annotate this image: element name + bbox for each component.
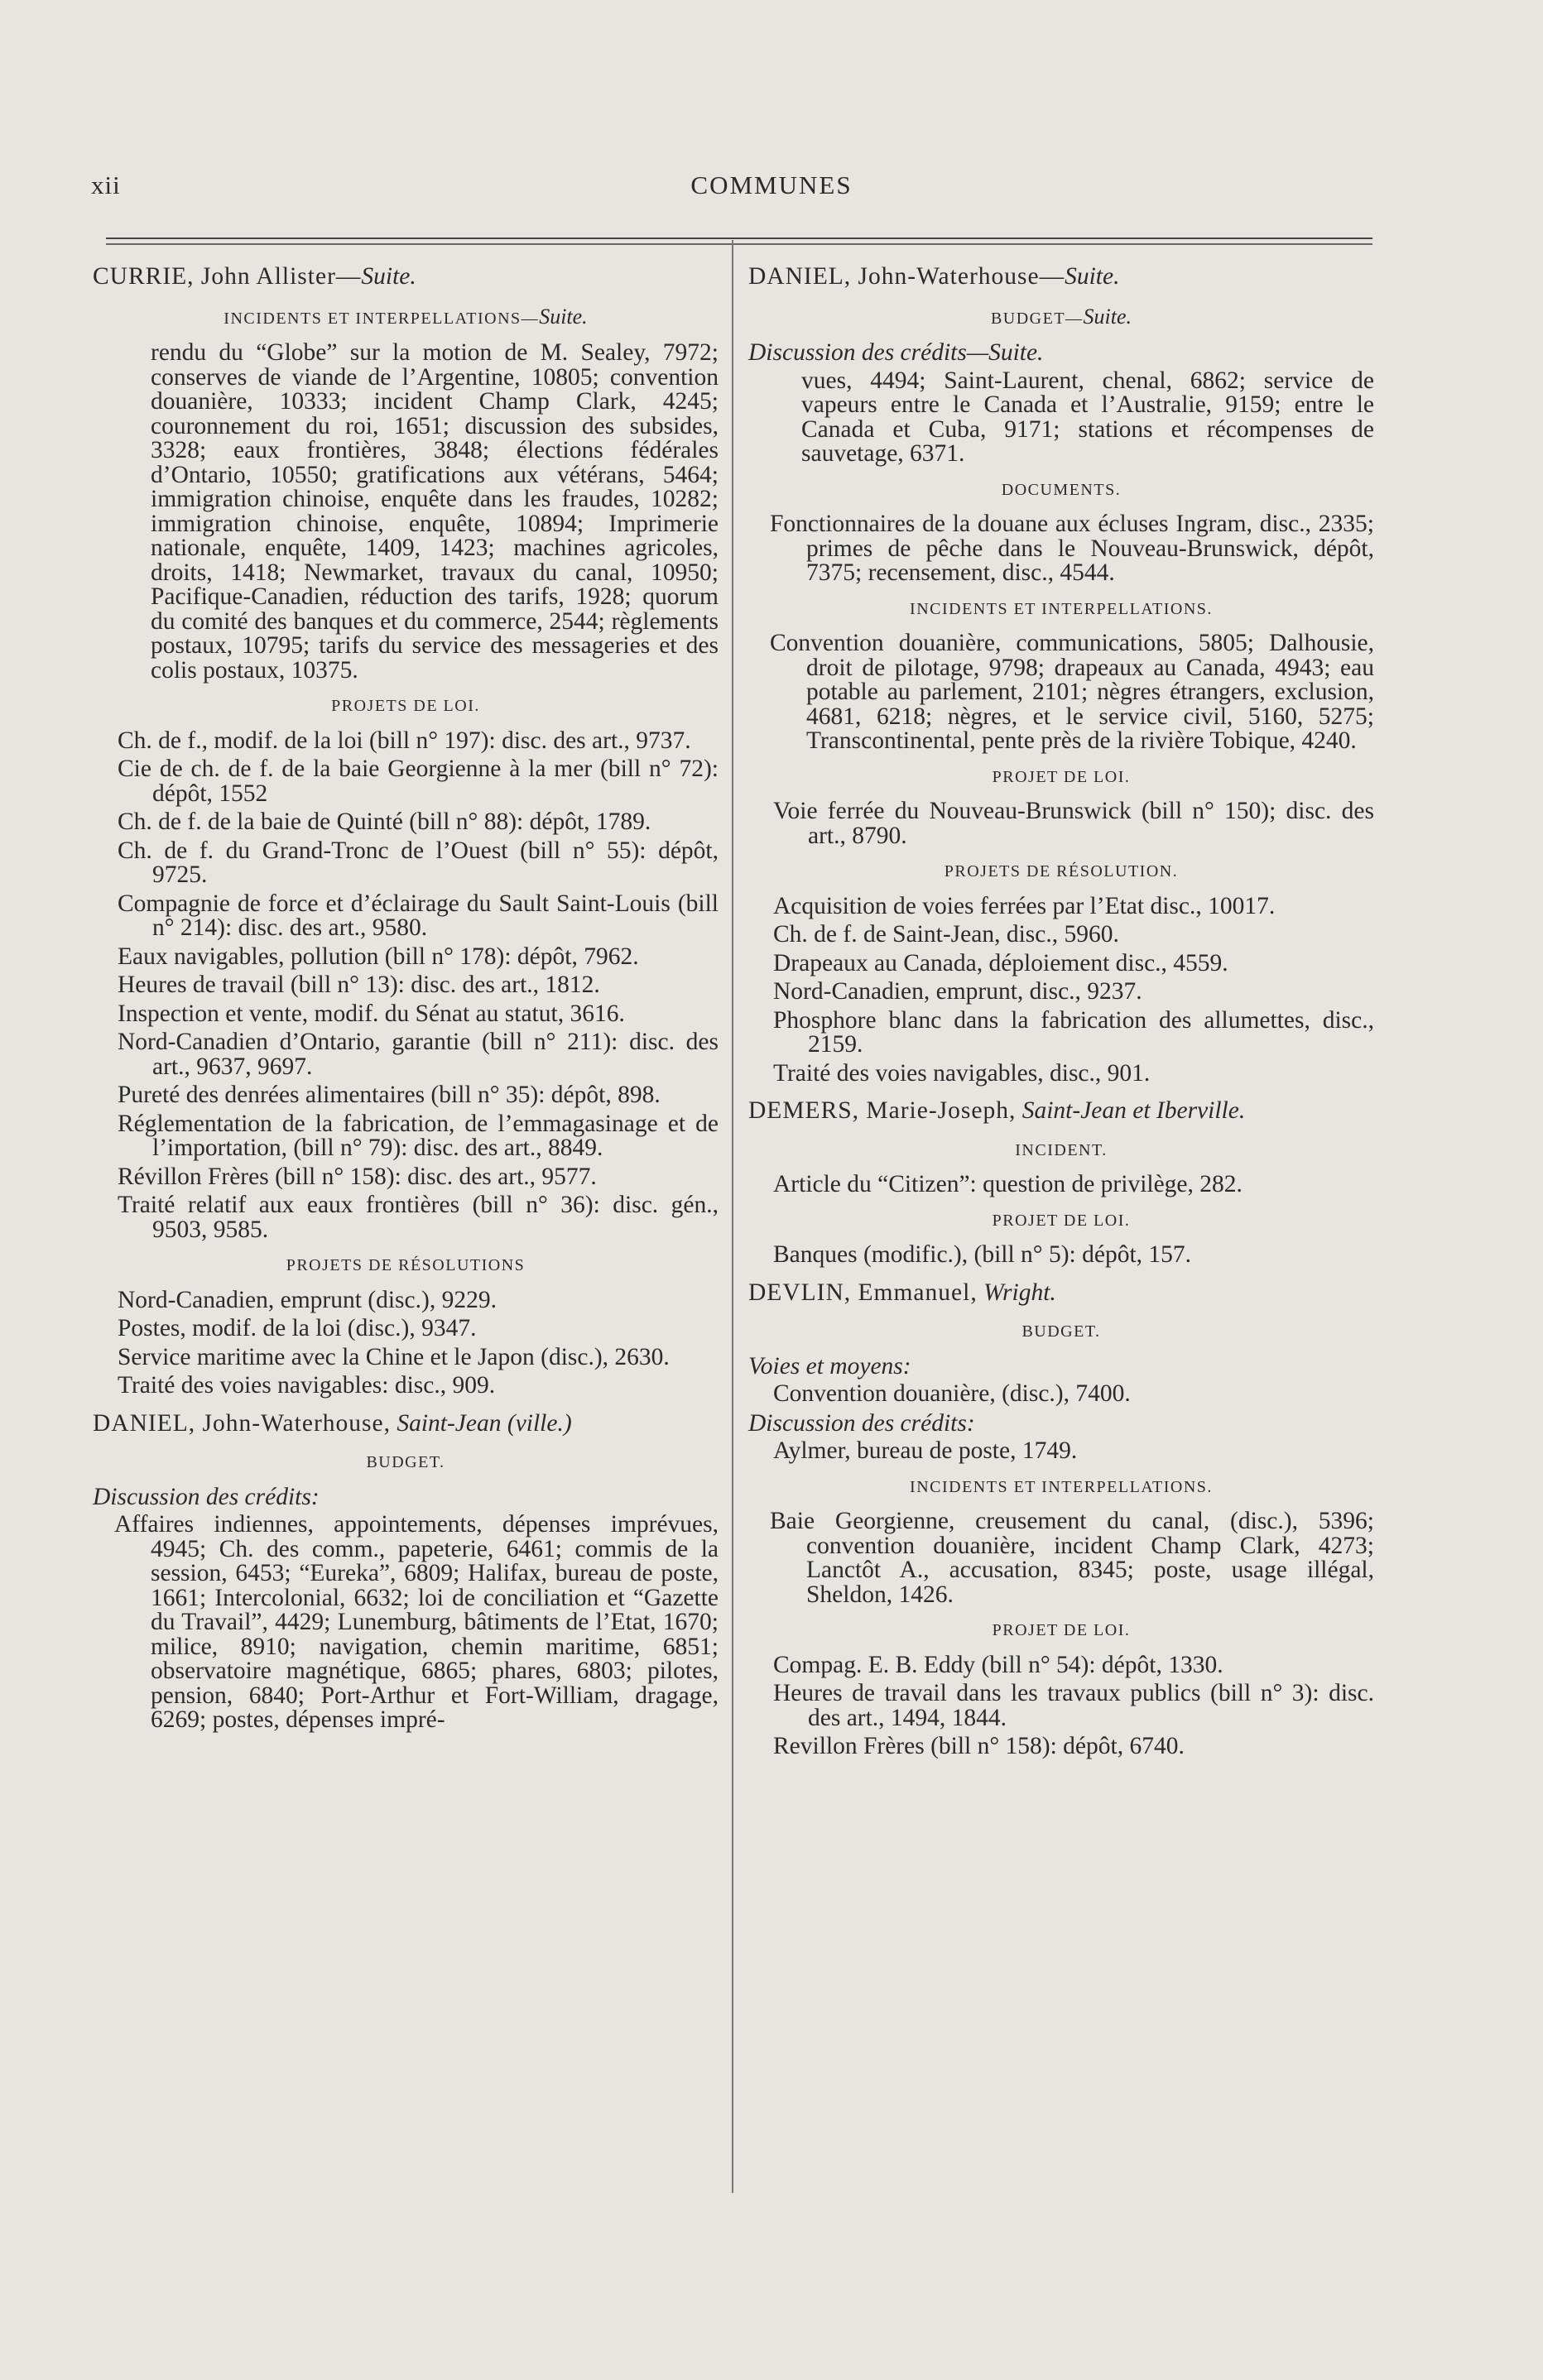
section-heading: INCIDENTS ET INTERPELLATIONS—Suite. — [224, 304, 588, 329]
column-divider — [732, 240, 733, 2193]
riding-name: Saint-Jean (ville.) — [397, 1409, 572, 1437]
member-heading-daniel-cont — [748, 265, 1374, 290]
riding-name: Saint-Jean et Iberville. — [1021, 1097, 1246, 1124]
member-name: DEMERS, Marie-Joseph, — [748, 1097, 1017, 1124]
member-heading-daniel — [93, 1409, 719, 1437]
list-item: Ch. de f. de Saint-Jean, disc., 5960. — [773, 921, 1119, 948]
list-item: Pureté des denrées alimentaires (bill n° 35): dépôt, 898. — [118, 1082, 661, 1108]
section-heading: PROJET DE LOI. — [992, 1211, 1131, 1230]
list-item: Traité des voies navigables: disc., 909. — [118, 1372, 496, 1399]
subsection-heading: Voies et moyens: — [748, 1352, 911, 1380]
list-item: Eaux navigables, pollution (bill n° 178): dépôt, 7962. — [118, 943, 639, 970]
list-item: Nord-Canadien, emprunt (disc.), 9229. — [118, 1286, 497, 1313]
list-item: Traité relatif aux eaux frontières (bill n° 36): disc. gén., 9503, 9585. — [118, 1192, 719, 1243]
member-heading-devlin — [748, 1281, 1374, 1306]
section-heading: INCIDENTS ET INTERPELLATIONS. — [910, 1477, 1213, 1496]
list-item: Heures de travail (bill n° 13): disc. des art., 1812. — [118, 972, 600, 998]
list-item: Nord-Canadien d’Ontario, garantie (bill n° 211): disc. des art., 9637, 9697. — [118, 1029, 719, 1080]
list-item: Banques (modific.), (bill n° 5): dépôt, 157. — [773, 1241, 1192, 1268]
member-name: DEVLIN, Emmanuel, — [748, 1279, 978, 1306]
list-item: Ch. de f., modif. de la loi (bill n° 197): disc. des art., 9737. — [118, 727, 691, 754]
right-column — [748, 265, 1374, 1763]
riding-name: Wright. — [983, 1279, 1056, 1306]
list-item: Acquisition de voies ferrées par l’Etat disc., 10017. — [773, 892, 1276, 919]
member-heading-demers — [748, 1099, 1374, 1124]
running-title: COMMUNES — [690, 170, 853, 199]
list-item: Voie ferrée du Nouveau-Brunswick (bill n° 150); disc. des art., 8790. — [773, 798, 1374, 849]
list-item: Postes, modif. de la loi (disc.), 9347. — [118, 1315, 477, 1341]
section-heading: PROJET DE LOI. — [992, 767, 1131, 786]
section-heading: BUDGET. — [366, 1453, 445, 1471]
section-heading: BUDGET. — [1021, 1322, 1101, 1341]
section-text: Convention douanière, communications, 5805; Dalhousie, droit de pilotage, 9798; drapeaux au Canada, 4943; eau potable au parlement, 2101; nègres étrangers, exclusion, 4681, 6218; nègres, et le service civil, 5160, 5275; Transcontinental, pente près de la rivière Tobique, 4240. — [770, 630, 1374, 754]
list-item: Compag. E. B. Eddy (bill n° 54): dépôt, 1330. — [773, 1651, 1223, 1678]
section-heading: PROJETS DE RÉSOLUTIONS — [286, 1256, 526, 1274]
list-item: Phosphore blanc dans la fabrication des allumettes, disc., 2159. — [773, 1006, 1374, 1058]
list-item: Réglementation de la fabrication, de l’emmagasinage et de l’importation, (bill n° 79): disc. des art., 8849. — [118, 1110, 719, 1161]
section-heading: INCIDENTS ET INTERPELLATIONS. — [910, 599, 1213, 618]
list-item: Service maritime avec la Chine et le Japon (disc.), 2630. — [118, 1343, 670, 1370]
subsection-heading: Discussion des crédits: — [748, 1409, 975, 1437]
section-text: Affaires indiennes, appointements, dépenses imprévues, 4945; Ch. des comm., papeterie, 6461; commis de la session, 6453; “Eureka”, 6809; Halifax, bureau de poste, 1661; Intercolonial, 6632; loi de conciliation et “Gazette du Travail”, 4429; Lunemburg, bâtiments de l’Etat, 1670; milice, 8910; navigation, chemin maritime, 6851; observatoire magnétique, 6865; phares, 6803; pilotes, pension, 6840; Port-Arthur et Fort-William, dragage, 6269; postes, dépenses impré- — [114, 1511, 719, 1733]
section-heading: INCIDENT. — [1015, 1140, 1108, 1159]
subsection-heading: Discussion des crédits: — [93, 1483, 320, 1510]
list-item: Ch. de f. de la baie de Quinté (bill n° 88): dépôt, 1789. — [118, 809, 651, 835]
list-item: Article du “Citizen”: question de privilège, 282. — [773, 1171, 1243, 1197]
section-heading: PROJETS DE LOI. — [331, 697, 480, 715]
subsection-heading: Discussion des crédits—Suite. — [748, 339, 1044, 366]
header-rule-2 — [106, 243, 1372, 245]
section-heading: DOCUMENTS. — [1001, 480, 1122, 499]
list-item: Traité des voies navigables, disc., 901. — [773, 1059, 1151, 1087]
list-item: Revillon Frères (bill n° 158): dépôt, 6740. — [773, 1733, 1185, 1759]
member-name: DANIEL, John-Waterhouse— — [748, 263, 1065, 290]
list-item: Drapeaux au Canada, déploiement disc., 4559. — [773, 949, 1228, 976]
section-text: Baie Georgienne, creusement du canal, (disc.), 5396; convention douanière, incident Champ Clark, 4273; Lanctôt A., accusation, 8345; poste, usage illégal, Sheldon, 1426. — [770, 1508, 1374, 1608]
list-item: Ch. de f. du Grand-Tronc de l’Ouest (bill n° 55): dépôt, 9725. — [118, 837, 719, 888]
member-name: CURRIE, John Allister— — [93, 263, 362, 290]
member-name: DANIEL, John-Waterhouse, — [93, 1409, 391, 1437]
section-text: Fonctionnaires de la douane aux écluses Ingram, disc., 2335; primes de pêche dans le Nouveau-Brunswick, dépôt, 7375; recensement, disc., 4544. — [770, 511, 1374, 586]
list-item: Heures de travail dans les travaux publics (bill n° 3): disc. des art., 1494, 1844. — [773, 1680, 1374, 1731]
suite-label: Suite. — [361, 263, 416, 290]
header-rule — [106, 238, 1372, 239]
list-item: Aylmer, bureau de poste, 1749. — [773, 1437, 1078, 1464]
list-item: Révillon Frères (bill n° 158): disc. des art., 9577. — [118, 1163, 597, 1190]
list-item: Compagnie de force et d’éclairage du Sault Saint-Louis (bill n° 214): disc. des art., 9580. — [118, 890, 719, 941]
left-column — [93, 265, 719, 1738]
list-item: Cie de ch. de f. de la baie Georgienne à la mer (bill n° 72): dépôt, 1552 — [118, 756, 719, 807]
list-item: Convention douanière, (disc.), 7400. — [773, 1380, 1131, 1407]
section-heading: PROJETS DE RÉSOLUTION. — [944, 862, 1179, 881]
list-item: Nord-Canadien, emprunt, disc., 9237. — [773, 978, 1142, 1005]
section-text: vues, 4494; Saint-Laurent, chenal, 6862; service de vapeurs entre le Canada et l’Australie, 9159; entre le Canada et Cuba, 9171; stations et récompenses de sauvetage, 6371. — [801, 367, 1374, 467]
suite-label: Suite. — [1065, 263, 1120, 290]
member-heading-currie — [93, 265, 719, 290]
page-number: xii — [91, 170, 121, 199]
section-heading: PROJET DE LOI. — [992, 1621, 1131, 1639]
list-item: Inspection et vente, modif. du Sénat au statut, 3616. — [118, 1000, 625, 1027]
section-text: rendu du “Globe” sur la motion de M. Sealey, 7972; conserves de viande de l’Argentine, 10805; convention douanière, 10333; incident Champ Clark, 4245; couronnement du roi, 1651; discussion des subsides, 3328; eaux frontières, 3848; élections fédérales d’Ontario, 10550; gratifications aux vétérans, 5464; immigration chinoise, enquête dans les fraudes, 10282; immigration chinoise, enquête, 10894; Imprimerie nationale, enquête, 1409, 1423; machines agricoles, droits, 1418; Newmarket, travaux du canal, 10950; Pacifique-Canadien, réduction des tarifs, 1928; quorum du comité des banques et du commerce, 2544; règlements postaux, 10795; tarifs du service des messageries et des colis postaux, 10375. — [151, 339, 719, 684]
section-heading: BUDGET—Suite. — [990, 304, 1132, 329]
